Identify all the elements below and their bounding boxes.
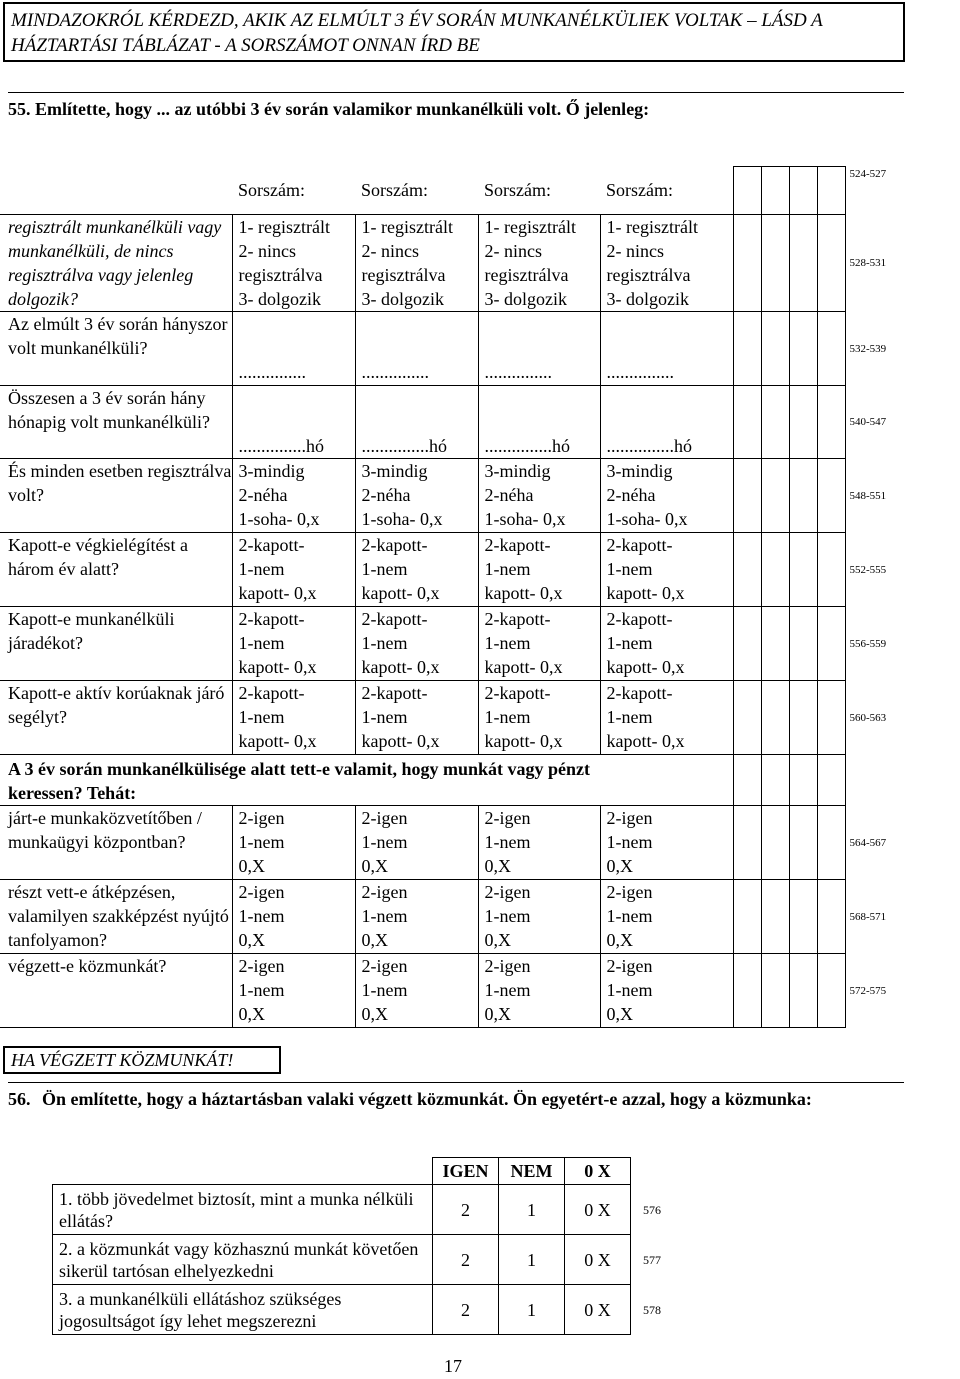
option-text: 0,X bbox=[606, 930, 633, 950]
option-text: 0,X bbox=[484, 856, 511, 876]
page-number: 17 bbox=[444, 1356, 462, 1376]
option-cell[interactable] bbox=[355, 880, 478, 954]
answer-option[interactable]: 0 X bbox=[565, 1185, 631, 1235]
question-cell: Kapott-e végkielégítést a három év alatt? bbox=[0, 533, 232, 607]
option-text: 0,X bbox=[361, 1004, 388, 1024]
option-cell[interactable] bbox=[232, 880, 355, 954]
column-code: 564-567 bbox=[849, 836, 887, 849]
question-cell: Kapott-e munkanélküli járadékot? bbox=[0, 607, 232, 681]
option-text: 2-kapott- bbox=[606, 535, 673, 555]
option-text: 1-nem bbox=[361, 633, 408, 653]
code-blank bbox=[845, 755, 897, 806]
answer-box[interactable] bbox=[817, 607, 845, 681]
answer-box[interactable] bbox=[789, 312, 817, 386]
sorszam-box[interactable] bbox=[789, 167, 817, 215]
option-text: 2-néha bbox=[238, 485, 288, 505]
option-text: 0,X bbox=[484, 930, 511, 950]
option-text: 2-igen bbox=[238, 956, 285, 976]
option-cell[interactable] bbox=[355, 459, 478, 533]
answer-box[interactable] bbox=[733, 386, 761, 459]
answer-box[interactable] bbox=[761, 806, 789, 880]
option-text bbox=[485, 312, 600, 336]
answer-box[interactable] bbox=[817, 954, 845, 1028]
option-cell[interactable] bbox=[232, 806, 355, 880]
option-text: kapott- 0,x bbox=[361, 583, 440, 603]
option-text: 2-igen bbox=[361, 808, 408, 828]
option-text: 2-igen bbox=[238, 882, 285, 902]
option-text: kapott- 0,x bbox=[606, 583, 685, 603]
table-row bbox=[53, 1185, 691, 1235]
answer-option[interactable]: 2 bbox=[433, 1235, 499, 1285]
answer-box[interactable] bbox=[789, 681, 817, 755]
column-code: 552-555 bbox=[849, 563, 887, 576]
option-cell[interactable] bbox=[478, 681, 600, 755]
sorszam-label: Sorszám: bbox=[361, 180, 428, 201]
column-header: NEM bbox=[499, 1158, 565, 1185]
answer-box[interactable] bbox=[761, 681, 789, 755]
option-text: 1-nem bbox=[361, 832, 408, 852]
option-cell[interactable] bbox=[355, 533, 478, 607]
answer-box[interactable] bbox=[817, 312, 845, 386]
option-text: 1- regisztrált bbox=[484, 217, 576, 237]
option-cell[interactable] bbox=[232, 607, 355, 681]
option-text: 3- dolgozik bbox=[238, 289, 321, 309]
option-text: 2- nincs bbox=[361, 241, 419, 261]
option-text: 1-nem bbox=[484, 980, 531, 1000]
option-cell[interactable] bbox=[232, 215, 355, 312]
option-text bbox=[362, 410, 478, 434]
answer-box bbox=[817, 755, 845, 806]
answer-box[interactable] bbox=[733, 312, 761, 386]
answer-box bbox=[733, 755, 761, 806]
option-text: ............... bbox=[484, 362, 552, 382]
table-row bbox=[53, 1235, 691, 1285]
option-text: kapott- 0,x bbox=[484, 583, 563, 603]
option-text bbox=[485, 336, 600, 360]
option-cell[interactable] bbox=[232, 312, 355, 386]
section-row bbox=[0, 755, 897, 806]
option-cell[interactable] bbox=[600, 215, 733, 312]
option-cell[interactable] bbox=[478, 533, 600, 607]
kozmunka-table bbox=[52, 1157, 691, 1335]
answer-box[interactable] bbox=[789, 533, 817, 607]
answer-box[interactable] bbox=[733, 607, 761, 681]
question-cell: Összesen a 3 év során hány hónapig volt munkanélküli? bbox=[0, 386, 232, 459]
column-code: 532-539 bbox=[849, 342, 887, 355]
answer-box[interactable] bbox=[817, 533, 845, 607]
answer-box bbox=[789, 755, 817, 806]
table-row bbox=[0, 880, 897, 954]
answer-box bbox=[761, 755, 789, 806]
option-text: 3-mindig bbox=[361, 461, 428, 481]
answer-box[interactable] bbox=[733, 681, 761, 755]
table-row bbox=[0, 386, 897, 459]
option-text: 1-nem bbox=[238, 633, 285, 653]
option-text: 1- regisztrált bbox=[238, 217, 330, 237]
option-cell[interactable] bbox=[478, 880, 600, 954]
option-text: 1-nem bbox=[606, 980, 653, 1000]
answer-option[interactable]: 0 X bbox=[565, 1285, 631, 1335]
column-code: 548-551 bbox=[849, 489, 887, 502]
option-text: 1-nem bbox=[606, 906, 653, 926]
option-text: 2-kapott- bbox=[361, 535, 428, 555]
option-cell[interactable] bbox=[355, 386, 478, 459]
question-56 bbox=[8, 1082, 904, 1111]
answer-box[interactable] bbox=[789, 386, 817, 459]
option-text: 2-igen bbox=[238, 808, 285, 828]
column-code: 578 bbox=[643, 1302, 661, 1317]
column-code: 556-559 bbox=[849, 637, 887, 650]
answer-box[interactable] bbox=[789, 806, 817, 880]
option-cell[interactable] bbox=[600, 607, 733, 681]
kozmunka-instruction: HA VÉGZETT KÖZMUNKÁT! bbox=[3, 1046, 281, 1074]
option-text: 1-nem bbox=[361, 906, 408, 926]
option-text: ...............hó bbox=[484, 436, 570, 456]
option-cell[interactable] bbox=[232, 533, 355, 607]
question-cell: regisztrált munkanélküli vagy munkanélküli, de nincs regisztrálva vagy jelenleg dolgozik? bbox=[0, 215, 232, 312]
answer-option[interactable]: 2 bbox=[433, 1285, 499, 1335]
option-text: 1-nem bbox=[361, 980, 408, 1000]
question-55: 55. Említette, hogy ... az utóbbi 3 év során valamikor munkanélküli volt. Ő jelenleg: bbox=[8, 92, 904, 120]
option-text: regisztrálva bbox=[484, 265, 569, 285]
option-text: 1-nem bbox=[361, 707, 408, 727]
option-cell[interactable] bbox=[232, 681, 355, 755]
option-text: 1-nem bbox=[484, 559, 531, 579]
option-cell[interactable] bbox=[600, 681, 733, 755]
instruction-text: MINDAZOKRÓL KÉRDEZD, AKIK AZ ELMÚLT 3 ÉV SORÁN MUNKANÉLKÜLIEK VOLTAK – LÁSD A HÁZTARTÁSI TÁBLÁZAT - A SORSZÁMOT ONNAN ÍRD BE bbox=[11, 10, 823, 56]
question-56-number: 56. bbox=[8, 1089, 31, 1109]
option-text: 1-nem bbox=[361, 559, 408, 579]
option-cell[interactable] bbox=[478, 386, 600, 459]
option-text: 1-nem bbox=[484, 906, 531, 926]
option-text: kapott- 0,x bbox=[484, 657, 563, 677]
answer-option[interactable]: 1 bbox=[499, 1285, 565, 1335]
option-text: 1-nem bbox=[606, 559, 653, 579]
option-text: 1-nem bbox=[606, 832, 653, 852]
option-text: 2-igen bbox=[484, 882, 531, 902]
option-text: kapott- 0,x bbox=[238, 731, 317, 751]
option-text: 2-kapott- bbox=[606, 683, 673, 703]
sorszam-box[interactable] bbox=[817, 167, 845, 215]
table-row bbox=[0, 459, 897, 533]
option-cell[interactable] bbox=[355, 681, 478, 755]
option-text: 2-igen bbox=[606, 956, 653, 976]
option-text: 2-kapott- bbox=[238, 609, 305, 629]
sorszam-box[interactable] bbox=[761, 167, 789, 215]
option-text: regisztrálva bbox=[606, 265, 691, 285]
answer-box[interactable] bbox=[761, 459, 789, 533]
question-cell: Kapott-e aktív korúaknak járó segélyt? bbox=[0, 681, 232, 755]
option-text: 1-nem bbox=[606, 633, 653, 653]
header-row bbox=[53, 1158, 691, 1185]
option-text: 3-mindig bbox=[606, 461, 673, 481]
option-text bbox=[239, 312, 355, 336]
unemployment-table bbox=[0, 166, 897, 1028]
option-text: 3- dolgozik bbox=[606, 289, 689, 309]
option-text: 1-nem bbox=[606, 707, 653, 727]
answer-box[interactable] bbox=[789, 880, 817, 954]
answer-box[interactable] bbox=[761, 533, 789, 607]
answer-box[interactable] bbox=[789, 607, 817, 681]
table-row bbox=[0, 681, 897, 755]
option-cell[interactable] bbox=[600, 312, 733, 386]
option-text: 1-nem bbox=[238, 707, 285, 727]
option-text: 2-igen bbox=[606, 882, 653, 902]
option-text bbox=[239, 336, 355, 360]
answer-box[interactable] bbox=[761, 880, 789, 954]
column-code: 528-531 bbox=[849, 257, 887, 269]
sorszam-label: Sorszám: bbox=[484, 180, 551, 201]
table-row bbox=[0, 215, 897, 312]
answer-box[interactable] bbox=[789, 459, 817, 533]
option-text bbox=[607, 410, 733, 434]
option-text bbox=[607, 336, 733, 360]
option-text: 2-kapott- bbox=[606, 609, 673, 629]
option-text: 1-nem bbox=[238, 559, 285, 579]
answer-box[interactable] bbox=[761, 954, 789, 1028]
answer-box[interactable] bbox=[817, 386, 845, 459]
option-text: 2-igen bbox=[606, 808, 653, 828]
table-row bbox=[0, 533, 897, 607]
table-row bbox=[53, 1285, 691, 1335]
option-text: 0,X bbox=[361, 856, 388, 876]
option-cell[interactable] bbox=[600, 459, 733, 533]
option-cell[interactable] bbox=[232, 386, 355, 459]
option-text: 0,X bbox=[606, 856, 633, 876]
option-text: 2-kapott- bbox=[361, 609, 428, 629]
option-text: kapott- 0,x bbox=[484, 731, 563, 751]
column-header: 0 X bbox=[565, 1158, 631, 1185]
option-text bbox=[239, 410, 355, 434]
question-cell: részt vett-e átképzésen, valamilyen szakképzést nyújtó tanfolyamon? bbox=[0, 880, 232, 954]
option-text bbox=[239, 386, 355, 410]
answer-option[interactable]: 0 X bbox=[565, 1235, 631, 1285]
option-text: 1-nem bbox=[238, 906, 285, 926]
question-56-text: Ön említette, hogy a háztartásban valaki végzett közmunkát. Ön egyetért-e azzal, hogy a közmunka: bbox=[42, 1089, 812, 1109]
answer-box[interactable] bbox=[733, 215, 761, 312]
option-text: 0,X bbox=[606, 1004, 633, 1024]
answer-box[interactable] bbox=[817, 459, 845, 533]
option-text: ...............hó bbox=[361, 436, 447, 456]
answer-option[interactable]: 1 bbox=[499, 1235, 565, 1285]
option-text: 2- nincs bbox=[606, 241, 664, 261]
answer-option[interactable]: 2 bbox=[433, 1185, 499, 1235]
option-text bbox=[362, 386, 478, 410]
option-cell[interactable] bbox=[478, 215, 600, 312]
option-text: 3-mindig bbox=[238, 461, 305, 481]
option-text: kapott- 0,x bbox=[606, 657, 685, 677]
option-text: ...............hó bbox=[606, 436, 692, 456]
option-text: 1- regisztrált bbox=[606, 217, 698, 237]
answer-box[interactable] bbox=[789, 954, 817, 1028]
option-text bbox=[362, 312, 478, 336]
answer-box[interactable] bbox=[817, 215, 845, 312]
option-text: regisztrálva bbox=[238, 265, 323, 285]
answer-box[interactable] bbox=[733, 954, 761, 1028]
option-text: 2-néha bbox=[484, 485, 534, 505]
option-text: 1-nem bbox=[484, 707, 531, 727]
option-text bbox=[607, 312, 733, 336]
option-cell[interactable] bbox=[478, 312, 600, 386]
option-cell[interactable] bbox=[232, 459, 355, 533]
header-blank bbox=[631, 1158, 691, 1185]
table-row bbox=[0, 806, 897, 880]
column-code: 540-547 bbox=[849, 416, 887, 428]
header-blank bbox=[53, 1158, 433, 1185]
option-cell[interactable] bbox=[355, 607, 478, 681]
answer-box[interactable] bbox=[761, 386, 789, 459]
option-text: 2-kapott- bbox=[484, 609, 551, 629]
option-text: 0,X bbox=[361, 930, 388, 950]
option-cell[interactable] bbox=[478, 459, 600, 533]
option-text: 0,X bbox=[238, 856, 265, 876]
option-text: 3- dolgozik bbox=[484, 289, 567, 309]
question-cell: Az elmúlt 3 év során hányszor volt munkanélküli? bbox=[0, 312, 232, 386]
option-text: 2-kapott- bbox=[484, 535, 551, 555]
option-text: 2-igen bbox=[484, 808, 531, 828]
answer-box[interactable] bbox=[817, 806, 845, 880]
option-text: kapott- 0,x bbox=[361, 731, 440, 751]
option-cell[interactable] bbox=[600, 386, 733, 459]
option-text: 2-néha bbox=[606, 485, 656, 505]
answer-box[interactable] bbox=[733, 806, 761, 880]
statement-cell: 2. a közmunkát vagy közhasznú munkát követően sikerül tartósan elhelyezkedni bbox=[53, 1235, 433, 1285]
option-text: 2-kapott- bbox=[238, 535, 305, 555]
option-text: 2-kapott- bbox=[484, 683, 551, 703]
option-text: 2-néha bbox=[361, 485, 411, 505]
table-row bbox=[0, 954, 897, 1028]
section-heading: A 3 év során munkanélkülisége alatt tett-e valamit, hogy munkát vagy pénzt keressen? Tehát: bbox=[0, 755, 733, 806]
option-text: 2-kapott- bbox=[238, 683, 305, 703]
column-code: 560-563 bbox=[849, 711, 887, 724]
answer-box[interactable] bbox=[817, 880, 845, 954]
option-text bbox=[485, 386, 600, 410]
option-cell[interactable] bbox=[600, 806, 733, 880]
column-code: 577 bbox=[643, 1252, 661, 1267]
column-header: IGEN bbox=[433, 1158, 499, 1185]
option-text: ............... bbox=[361, 362, 429, 382]
question-cell: végzett-e közmunkát? bbox=[0, 954, 232, 1028]
question-cell: És minden esetben regisztrálva volt? bbox=[0, 459, 232, 533]
option-text bbox=[607, 386, 733, 410]
option-text: 2-kapott- bbox=[361, 683, 428, 703]
option-text: 1-nem bbox=[484, 633, 531, 653]
option-text: 1-nem bbox=[238, 832, 285, 852]
option-text: 1-nem bbox=[484, 832, 531, 852]
option-text bbox=[362, 336, 478, 360]
option-cell[interactable] bbox=[478, 954, 600, 1028]
answer-box[interactable] bbox=[761, 607, 789, 681]
option-text: 2- nincs bbox=[484, 241, 542, 261]
option-cell[interactable] bbox=[600, 533, 733, 607]
option-text: kapott- 0,x bbox=[238, 657, 317, 677]
option-text: kapott- 0,x bbox=[361, 657, 440, 677]
option-text: 1-soha- 0,x bbox=[484, 509, 566, 529]
header-row bbox=[0, 167, 897, 215]
option-text: 0,X bbox=[238, 1004, 265, 1024]
header-blank bbox=[0, 167, 232, 215]
option-text: 0,X bbox=[484, 1004, 511, 1024]
option-text: 2-igen bbox=[484, 956, 531, 976]
option-cell[interactable] bbox=[478, 806, 600, 880]
answer-box[interactable] bbox=[817, 681, 845, 755]
column-code: 572-575 bbox=[849, 984, 887, 997]
answer-option[interactable]: 1 bbox=[499, 1185, 565, 1235]
sorszam-label: Sorszám: bbox=[238, 180, 305, 201]
option-cell[interactable] bbox=[232, 954, 355, 1028]
option-text: kapott- 0,x bbox=[238, 583, 317, 603]
option-cell[interactable] bbox=[355, 954, 478, 1028]
option-text: 3- dolgozik bbox=[361, 289, 444, 309]
column-code: 576 bbox=[643, 1202, 661, 1217]
option-text: ............... bbox=[238, 362, 306, 382]
option-text: kapott- 0,x bbox=[606, 731, 685, 751]
answer-box[interactable] bbox=[761, 312, 789, 386]
table-row bbox=[0, 312, 897, 386]
option-text: 1-soha- 0,x bbox=[238, 509, 320, 529]
option-text: 1- regisztrált bbox=[361, 217, 453, 237]
option-text: regisztrálva bbox=[361, 265, 446, 285]
statement-cell: 3. a munkanélküli ellátáshoz szükséges jogosultságot így lehet megszerezni bbox=[53, 1285, 433, 1335]
option-text: 1-soha- 0,x bbox=[606, 509, 688, 529]
answer-box[interactable] bbox=[733, 459, 761, 533]
statement-cell: 1. több jövedelmet biztosít, mint a munka nélküli ellátás? bbox=[53, 1185, 433, 1235]
answer-box[interactable] bbox=[761, 215, 789, 312]
option-cell[interactable] bbox=[600, 954, 733, 1028]
option-text: ............... bbox=[606, 362, 674, 382]
option-cell[interactable] bbox=[355, 312, 478, 386]
answer-box[interactable] bbox=[733, 880, 761, 954]
option-text: 2- nincs bbox=[238, 241, 296, 261]
column-code: 524-527 bbox=[849, 167, 887, 180]
column-code: 568-571 bbox=[849, 910, 887, 923]
option-text: 0,X bbox=[238, 930, 265, 950]
option-text: 3-mindig bbox=[484, 461, 551, 481]
instruction-box bbox=[3, 2, 905, 62]
option-cell[interactable] bbox=[600, 880, 733, 954]
option-text: 1-soha- 0,x bbox=[361, 509, 443, 529]
sorszam-box[interactable] bbox=[733, 167, 761, 215]
option-text: ...............hó bbox=[238, 436, 324, 456]
question-cell: járt-e munkaközvetítőben / munkaügyi központban? bbox=[0, 806, 232, 880]
answer-box[interactable] bbox=[733, 533, 761, 607]
option-text: 1-nem bbox=[238, 980, 285, 1000]
option-cell[interactable] bbox=[478, 607, 600, 681]
option-text bbox=[485, 410, 600, 434]
sorszam-label: Sorszám: bbox=[606, 180, 673, 201]
option-cell[interactable] bbox=[355, 806, 478, 880]
option-text: 2-igen bbox=[361, 956, 408, 976]
option-cell[interactable] bbox=[355, 215, 478, 312]
answer-box[interactable] bbox=[789, 215, 817, 312]
table-row bbox=[0, 607, 897, 681]
option-text: 2-igen bbox=[361, 882, 408, 902]
